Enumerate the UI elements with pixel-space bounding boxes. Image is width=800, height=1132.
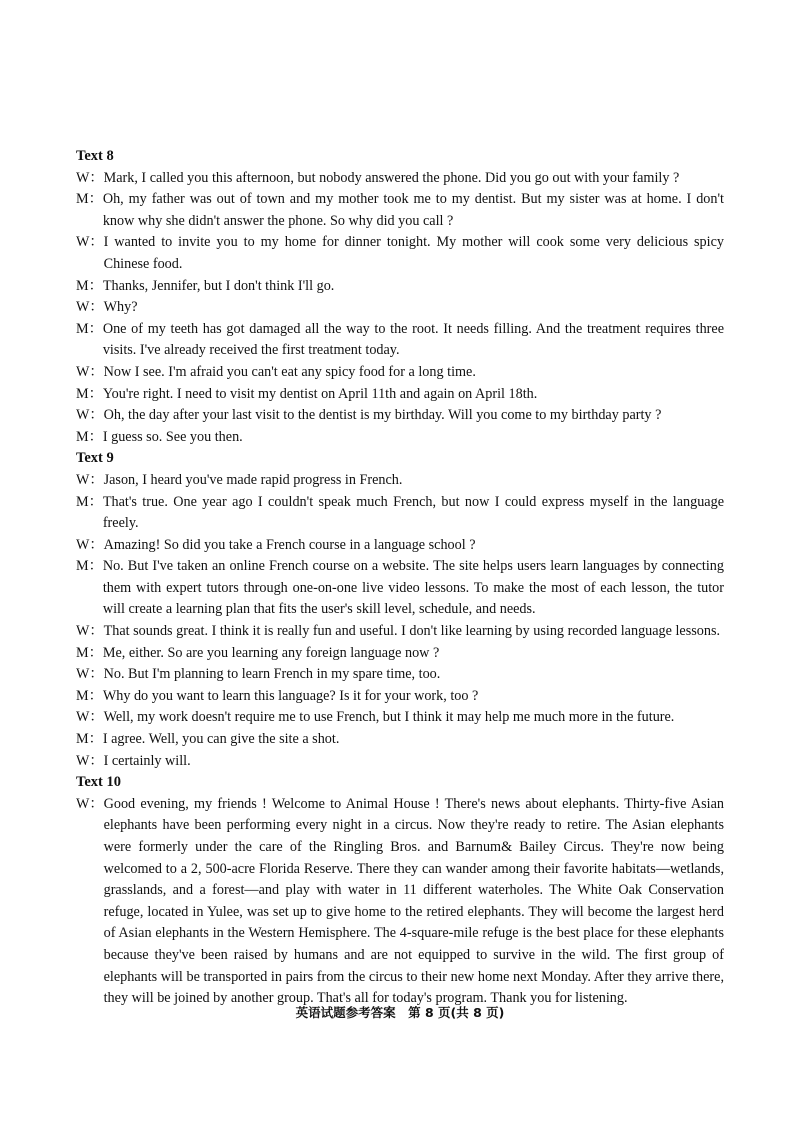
dialogue-line bbox=[76, 686, 724, 708]
speaker-letter: W bbox=[76, 299, 90, 316]
speaker-separator: ： bbox=[88, 320, 103, 337]
utterance-text: Me, either. So are you learning any foreign language now ? bbox=[102, 644, 440, 661]
speaker-label bbox=[76, 621, 104, 643]
utterance-text: That's true. One year ago I couldn't speak much French, but now I could express myself in the language freely. bbox=[102, 493, 724, 532]
dialogue-line bbox=[76, 729, 724, 751]
utterance-text: Thanks, Jennifer, but I don't think I'll go. bbox=[102, 277, 335, 294]
speaker-separator: ： bbox=[88, 493, 103, 510]
transcript-body bbox=[76, 146, 724, 1010]
speaker-label bbox=[76, 643, 103, 665]
speaker-letter: M bbox=[76, 428, 89, 445]
speaker-label bbox=[76, 232, 104, 275]
speaker-separator: ： bbox=[89, 471, 104, 488]
speaker-letter: M bbox=[76, 731, 89, 748]
dialogue-line bbox=[76, 492, 724, 535]
utterance-text: No. But I'm planning to learn French in my spare time, too. bbox=[103, 666, 441, 683]
dialogue-line bbox=[76, 751, 724, 773]
speaker-letter: M bbox=[76, 493, 89, 510]
utterance-text: Good evening, my friends ! Welcome to Animal House ! There's news about elephants. Thirty-five Asian elephants have been performing every night in a circus. Now they're ready to retire. The Asian elephants were formerly under the care of the Ringling Bros. and Barnum& Bailey Circus. They're now being welcomed to a 2, 500-acre Florida Reserve. There they can wander among their favorite habitats—wetlands, grasslands, and a forest—and play with water in 11 different waterholes. The White Oak Conservation refuge, located in Yulee, was set up to give home to the retired elephants. They will become the largest herd of Asian elephants in the Western Hemisphere. The 4-square-mile refuge is the best place for these elephants because they've been raised by humans and are not equipped to survive in the wild. The first group of elephants will be transported in pairs from the circus to their new home next Monday. After they arrive there, they will be joined by another group. That's all for today's program. Thank you for listening. bbox=[103, 795, 724, 1007]
speaker-separator: ： bbox=[89, 363, 104, 380]
utterance-text: Oh, my father was out of town and my mother took me to my dentist. But my sister was at home. I don't know why she didn't answer the phone. So why did you call ? bbox=[102, 191, 724, 229]
speaker-separator: ： bbox=[88, 687, 103, 704]
utterance-text: I wanted to invite you to my home for dinner tonight. My mother will cook some very delicious spicy Chinese food. bbox=[103, 234, 724, 272]
speaker-letter: M bbox=[76, 558, 89, 575]
speaker-letter: W bbox=[76, 623, 90, 640]
utterance-text: One of my teeth has got damaged all the way to the root. It needs filling. And the treatment requires three visits. I've already received the first treatment today. bbox=[102, 320, 724, 359]
utterance-text: Why do you want to learn this language? Is it for your work, too ? bbox=[102, 687, 479, 704]
dialogue-line bbox=[76, 794, 724, 1010]
speaker-separator: ： bbox=[89, 709, 104, 726]
speaker-separator: ： bbox=[88, 191, 103, 208]
speaker-separator: ： bbox=[88, 277, 103, 294]
speaker-letter: W bbox=[76, 536, 90, 553]
speaker-letter: W bbox=[76, 169, 90, 186]
speaker-separator: ： bbox=[88, 385, 103, 402]
speaker-label bbox=[76, 470, 104, 492]
section-title: Text 10 bbox=[76, 774, 121, 791]
speaker-letter: W bbox=[76, 752, 90, 769]
speaker-label bbox=[76, 168, 104, 190]
dialogue-line bbox=[76, 427, 724, 449]
dialogue-line bbox=[76, 276, 724, 298]
speaker-letter: M bbox=[76, 385, 89, 402]
speaker-label bbox=[76, 492, 103, 535]
dialogue-line bbox=[76, 297, 724, 319]
dialogue-line bbox=[76, 232, 724, 275]
speaker-label bbox=[76, 664, 104, 686]
speaker-label bbox=[76, 686, 103, 708]
utterance-text: Oh, the day after your last visit to the dentist is my birthday. Will you come to my birthday party ? bbox=[103, 407, 662, 424]
utterance-text: Well, my work doesn't require me to use French, but I think it may help me much more in the future. bbox=[103, 709, 675, 726]
utterance-text: I certainly will. bbox=[103, 752, 191, 769]
speaker-letter: W bbox=[76, 709, 90, 726]
speaker-separator: ： bbox=[89, 407, 104, 424]
speaker-separator: ： bbox=[89, 299, 104, 316]
speaker-separator: ： bbox=[89, 795, 104, 812]
dialogue-line bbox=[76, 168, 724, 190]
section-title: Text 8 bbox=[76, 148, 114, 164]
dialogue-line bbox=[76, 319, 724, 362]
dialogue-line bbox=[76, 405, 724, 427]
utterance-text: I agree. Well, you can give the site a shot. bbox=[102, 731, 340, 748]
speaker-label bbox=[76, 189, 103, 232]
speaker-letter: W bbox=[76, 234, 90, 251]
dialogue-line bbox=[76, 664, 724, 686]
speaker-separator: ： bbox=[89, 752, 104, 769]
speaker-label bbox=[76, 729, 103, 751]
speaker-separator: ： bbox=[88, 428, 103, 445]
speaker-letter: W bbox=[76, 795, 90, 812]
speaker-label bbox=[76, 405, 104, 427]
dialogue-line bbox=[76, 621, 724, 643]
speaker-label bbox=[76, 276, 103, 298]
speaker-letter: M bbox=[76, 687, 89, 704]
page-footer: 英语试题参考答案 第 8 页(共 8 页) bbox=[295, 1005, 505, 1020]
speaker-label bbox=[76, 751, 104, 773]
speaker-label bbox=[76, 384, 103, 406]
speaker-letter: M bbox=[76, 277, 89, 294]
speaker-letter: M bbox=[76, 320, 89, 337]
utterance-text: Amazing! So did you take a French course in a language school ? bbox=[103, 536, 476, 553]
speaker-label bbox=[76, 362, 104, 384]
speaker-letter: W bbox=[76, 407, 90, 424]
speaker-label bbox=[76, 427, 103, 449]
speaker-separator: ： bbox=[89, 234, 104, 251]
speaker-letter: W bbox=[76, 363, 90, 380]
speaker-label bbox=[76, 297, 104, 319]
speaker-label bbox=[76, 535, 104, 557]
utterance-text: Why? bbox=[103, 299, 138, 316]
speaker-label bbox=[76, 707, 104, 729]
dialogue-line bbox=[76, 535, 724, 557]
dialogue-line bbox=[76, 189, 724, 232]
speaker-separator: ： bbox=[89, 169, 104, 186]
utterance-text: Mark, I called you this afternoon, but nobody answered the phone. Did you go out with your family ? bbox=[103, 169, 680, 186]
speaker-letter: M bbox=[76, 191, 89, 208]
speaker-letter: M bbox=[76, 644, 89, 661]
speaker-separator: ： bbox=[89, 623, 104, 640]
speaker-separator: ： bbox=[88, 558, 103, 575]
utterance-text: That sounds great. I think it is really fun and useful. I don't like learning by using recorded language lessons. bbox=[103, 623, 721, 640]
utterance-text: You're right. I need to visit my dentist on April 11th and again on April 18th. bbox=[102, 385, 538, 402]
dialogue-line bbox=[76, 470, 724, 492]
utterance-text: Now I see. I'm afraid you can't eat any spicy food for a long time. bbox=[103, 363, 476, 380]
speaker-letter: W bbox=[76, 471, 90, 488]
dialogue-line bbox=[76, 707, 724, 729]
dialogue-line bbox=[76, 362, 724, 384]
speaker-separator: ： bbox=[88, 731, 103, 748]
speaker-label bbox=[76, 556, 103, 621]
dialogue-line bbox=[76, 643, 724, 665]
speaker-separator: ： bbox=[89, 666, 104, 683]
dialogue-line bbox=[76, 384, 724, 406]
speaker-separator: ： bbox=[89, 536, 104, 553]
utterance-text: Jason, I heard you've made rapid progress in French. bbox=[103, 471, 403, 488]
utterance-text: I guess so. See you then. bbox=[102, 428, 243, 445]
speaker-label bbox=[76, 794, 104, 1010]
speaker-separator: ： bbox=[88, 644, 103, 661]
section-title: Text 9 bbox=[76, 450, 114, 467]
utterance-text: No. But I've taken an online French course on a website. The site helps users learn languages by connecting them with expert tutors through one-on-one live video lessons. To make the most of each lesson, the tutor will create a learning plan that fits the user's skill level, schedule, and needs. bbox=[102, 558, 724, 618]
dialogue-line bbox=[76, 556, 724, 621]
speaker-letter: W bbox=[76, 666, 90, 683]
speaker-label bbox=[76, 319, 103, 362]
